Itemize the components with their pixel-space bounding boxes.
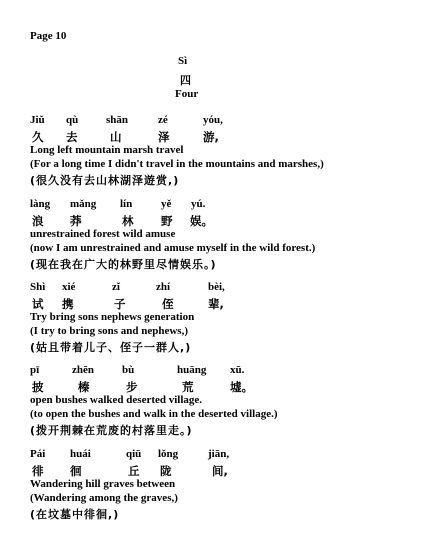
hanzi-char: 泽 (158, 130, 170, 144)
pinyin-word: pī (30, 364, 40, 376)
stanza (30, 448, 420, 521)
hanzi-char: 娱。 (190, 214, 213, 228)
english-gloss: Wandering hill graves between (30, 478, 176, 490)
english-translation: (Wandering among the graves,) (30, 492, 178, 504)
hanzi-row (30, 463, 420, 478)
pinyin-word: huāng (177, 364, 207, 376)
hanzi-char: 侄 (162, 297, 174, 311)
english-gloss: Try bring sons nephews generation (30, 311, 195, 323)
english-gloss: Long left mountain marsh travel (30, 144, 184, 156)
pinyin-word: jiān, (208, 448, 230, 460)
hanzi-char: 子 (114, 297, 126, 311)
stanza (30, 198, 420, 271)
hanzi-row (30, 296, 420, 311)
stanza (30, 281, 420, 354)
pinyin-word: lín (120, 198, 133, 210)
hanzi-row (30, 129, 420, 144)
hanzi-char: 莽 (70, 214, 82, 228)
pinyin-word: lǒng (158, 448, 179, 460)
pinyin-word: Pái (30, 448, 46, 460)
hanzi-char: 步 (126, 380, 138, 394)
title-chinese: 四 (180, 74, 191, 87)
pinyin-word: yóu, (203, 114, 223, 126)
pinyin-word: zhí (156, 281, 171, 293)
title-english: Four (175, 88, 199, 100)
english-translation: (I try to bring sons and nephews,) (30, 325, 188, 337)
pinyin-word: mǎng (70, 198, 97, 210)
title-pinyin: Sì (178, 55, 188, 67)
hanzi-char: 林 (122, 214, 134, 228)
pinyin-word: Jiǔ (30, 114, 45, 126)
pinyin-word: zǐ (112, 281, 120, 293)
pinyin-word: zhēn (72, 364, 94, 376)
pinyin-word: yú. (191, 198, 206, 210)
hanzi-char: 山 (110, 130, 122, 144)
stanza (30, 364, 420, 437)
english-translation: (For a long time I didn't travel in the mountains and marshes,) (30, 158, 324, 170)
hanzi-char: 游, (203, 130, 219, 144)
pinyin-word: bèi, (208, 281, 225, 293)
pinyin-word: xié (62, 281, 76, 293)
hanzi-char: 墟。 (230, 380, 253, 394)
pinyin-word: zé (158, 114, 168, 126)
hanzi-char: 徘 (32, 464, 44, 478)
hanzi-row (30, 379, 420, 394)
modern-chinese: (现在我在广大的林野里尽情娱乐。) (30, 258, 217, 271)
english-translation: (to open the bushes and walk in the deserted village.) (30, 408, 278, 420)
hanzi-char: 野 (161, 214, 173, 228)
pinyin-word: qù (66, 114, 79, 126)
pinyin-row (30, 364, 420, 379)
modern-chinese: (在坟墓中徘徊,) (30, 508, 120, 521)
pinyin-row (30, 198, 420, 213)
page-number: Page 10 (30, 30, 67, 42)
english-translation: (now I am unrestrained and amuse myself in the wild forest.) (30, 242, 316, 254)
hanzi-char: 携 (62, 297, 74, 311)
pinyin-row (30, 448, 420, 463)
modern-chinese: (拨开荆棘在荒废的村落里走。) (30, 424, 193, 437)
stanza (30, 114, 420, 187)
hanzi-char: 陇 (160, 464, 172, 478)
pinyin-word: làng (30, 198, 51, 210)
pinyin-word: qiū (126, 448, 142, 460)
hanzi-row (30, 213, 420, 228)
pinyin-row (30, 281, 420, 296)
hanzi-char: 榛 (78, 380, 90, 394)
hanzi-char: 试 (32, 297, 44, 311)
modern-chinese: (姑且带着儿子、侄子一群人,) (30, 341, 192, 354)
hanzi-char: 去 (66, 130, 78, 144)
english-gloss: open bushes walked deserted village. (30, 394, 203, 406)
pinyin-word: Shì (30, 281, 46, 293)
hanzi-char: 浪 (32, 214, 44, 228)
pinyin-word: huái (70, 448, 91, 460)
hanzi-char: 丘 (128, 464, 140, 478)
pinyin-word: shān (106, 114, 129, 126)
modern-chinese: (很久没有去山林湖泽遊赏,) (30, 174, 180, 187)
pinyin-row (30, 114, 420, 129)
hanzi-char: 间, (212, 464, 228, 478)
pinyin-word: bù (122, 364, 135, 376)
hanzi-char: 披 (32, 380, 44, 394)
hanzi-char: 徊 (70, 464, 82, 478)
hanzi-char: 辈, (208, 297, 224, 311)
hanzi-char: 荒 (182, 380, 194, 394)
pinyin-word: yě (161, 198, 172, 210)
pinyin-word: xū. (230, 364, 245, 376)
hanzi-char: 久 (32, 130, 44, 144)
english-gloss: unrestrained forest wild amuse (30, 228, 176, 240)
